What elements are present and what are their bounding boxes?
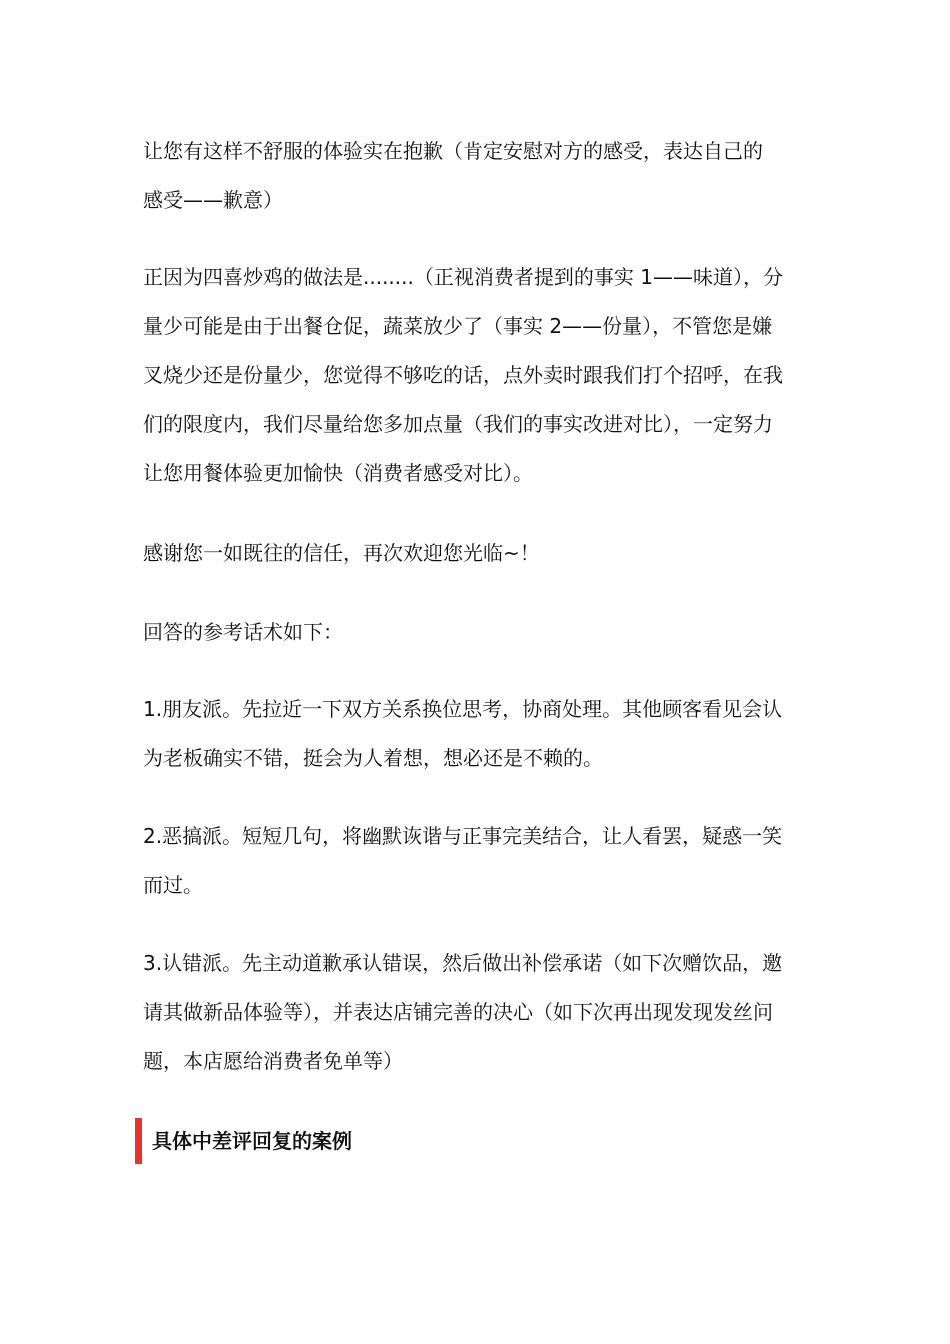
- text-line: 们的限度内，我们尽量给您多加点量（我们的事实改进对比），一定努力: [143, 412, 773, 436]
- text-line: 而过。: [143, 873, 203, 897]
- paragraph-apology: [143, 127, 813, 225]
- section-heading-title: 具体中差评回复的案例: [152, 1129, 352, 1153]
- text-line: 感谢您一如既往的信任，再次欢迎您光临~！: [143, 541, 540, 565]
- heading-accent-bar: [135, 1118, 142, 1164]
- paragraph-item-1: [143, 685, 813, 783]
- paragraph-item-3: [143, 939, 813, 1086]
- section-heading: [135, 1118, 352, 1164]
- text-line: 请其做新品体验等），并表达店铺完善的决心（如下次再出现发现发丝问: [143, 1000, 773, 1024]
- paragraph-reference-intro: [143, 608, 813, 657]
- text-line: 让您有这样不舒服的体验实在抱歉（肯定安慰对方的感受，表达自己的: [143, 139, 763, 163]
- text-line: 为老板确实不错，挺会为人着想，想必还是不赖的。: [143, 746, 603, 770]
- text-line: 量少可能是由于出餐仓促，蔬菜放少了（事实 2——份量），不管您是嫌: [143, 314, 773, 338]
- paragraph-item-2: [143, 812, 813, 910]
- text-line: 感受——歉意）: [143, 188, 283, 212]
- text-line: 叉烧少还是份量少，您觉得不够吃的话，点外卖时跟我们打个招呼，在我: [143, 363, 783, 387]
- text-line: 题，本店愿给消费者免单等）: [143, 1049, 403, 1073]
- paragraph-facts: [143, 253, 813, 498]
- paragraph-thanks: [143, 529, 813, 578]
- text-line: 1.朋友派。先拉近一下双方关系换位思考，协商处理。其他顾客看见会认: [143, 697, 783, 721]
- text-line: 3.认错派。先主动道歉承认错误，然后做出补偿承诺（如下次赠饮品，邀: [143, 951, 783, 975]
- text-line: 回答的参考话术如下：: [143, 620, 343, 644]
- text-line: 正因为四喜炒鸡的做法是........（正视消费者提到的事实 1——味道），分: [143, 265, 783, 289]
- text-line: 让您用餐体验更加愉快（消费者感受对比）。: [143, 461, 533, 485]
- text-line: 2.恶搞派。短短几句，将幽默诙谐与正事完美结合，让人看罢，疑惑一笑: [143, 824, 783, 848]
